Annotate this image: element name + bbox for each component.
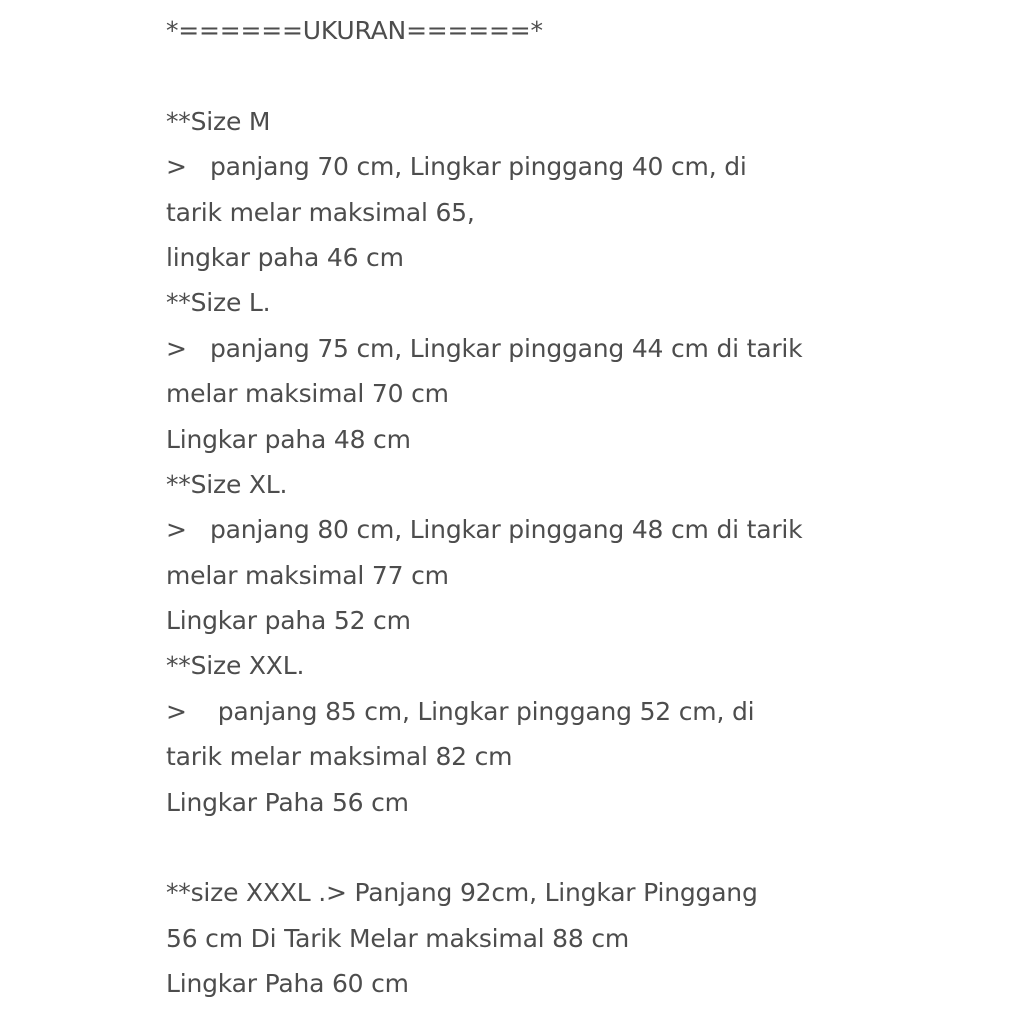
size-xl-title: **Size XL. [166,469,288,499]
size-chart-document [166,8,886,1007]
size-m-title: **Size M [166,106,271,136]
spacer [166,825,886,870]
size-xxl-title: **Size XXL. [166,651,305,681]
size-xxxl-line: 56 cm Di Tarik Melar maksimal 88 cm [166,923,630,953]
size-xxl-line: Lingkar Paha 56 cm [166,787,409,817]
size-xl-line: > panjang 80 cm, Lingkar pinggang 48 cm di tarik [166,515,803,545]
size-xxl-line: tarik melar maksimal 82 cm [166,742,513,772]
size-m-line: > panjang 70 cm, Lingkar pinggang 40 cm, di [166,152,747,182]
size-m-line: tarik melar maksimal 65, [166,197,475,227]
size-xxl-line: > panjang 85 cm, Lingkar pinggang 52 cm, di [166,696,755,726]
size-xl-line: Lingkar paha 52 cm [166,606,411,636]
size-l-title: **Size L. [166,288,271,318]
size-xxxl-line: Lingkar Paha 60 cm [166,969,409,999]
size-l-line: Lingkar paha 48 cm [166,424,411,454]
size-xl-line: melar maksimal 77 cm [166,560,449,590]
size-m-line: lingkar paha 46 cm [166,242,404,272]
size-l-line: melar maksimal 70 cm [166,379,449,409]
size-xxxl-line: **size XXXL .> Panjang 92cm, Lingkar Pinggang [166,878,758,908]
spacer [166,53,886,98]
size-l-line: > panjang 75 cm, Lingkar pinggang 44 cm di tarik [166,333,803,363]
heading: *======UKURAN======* [166,16,543,45]
